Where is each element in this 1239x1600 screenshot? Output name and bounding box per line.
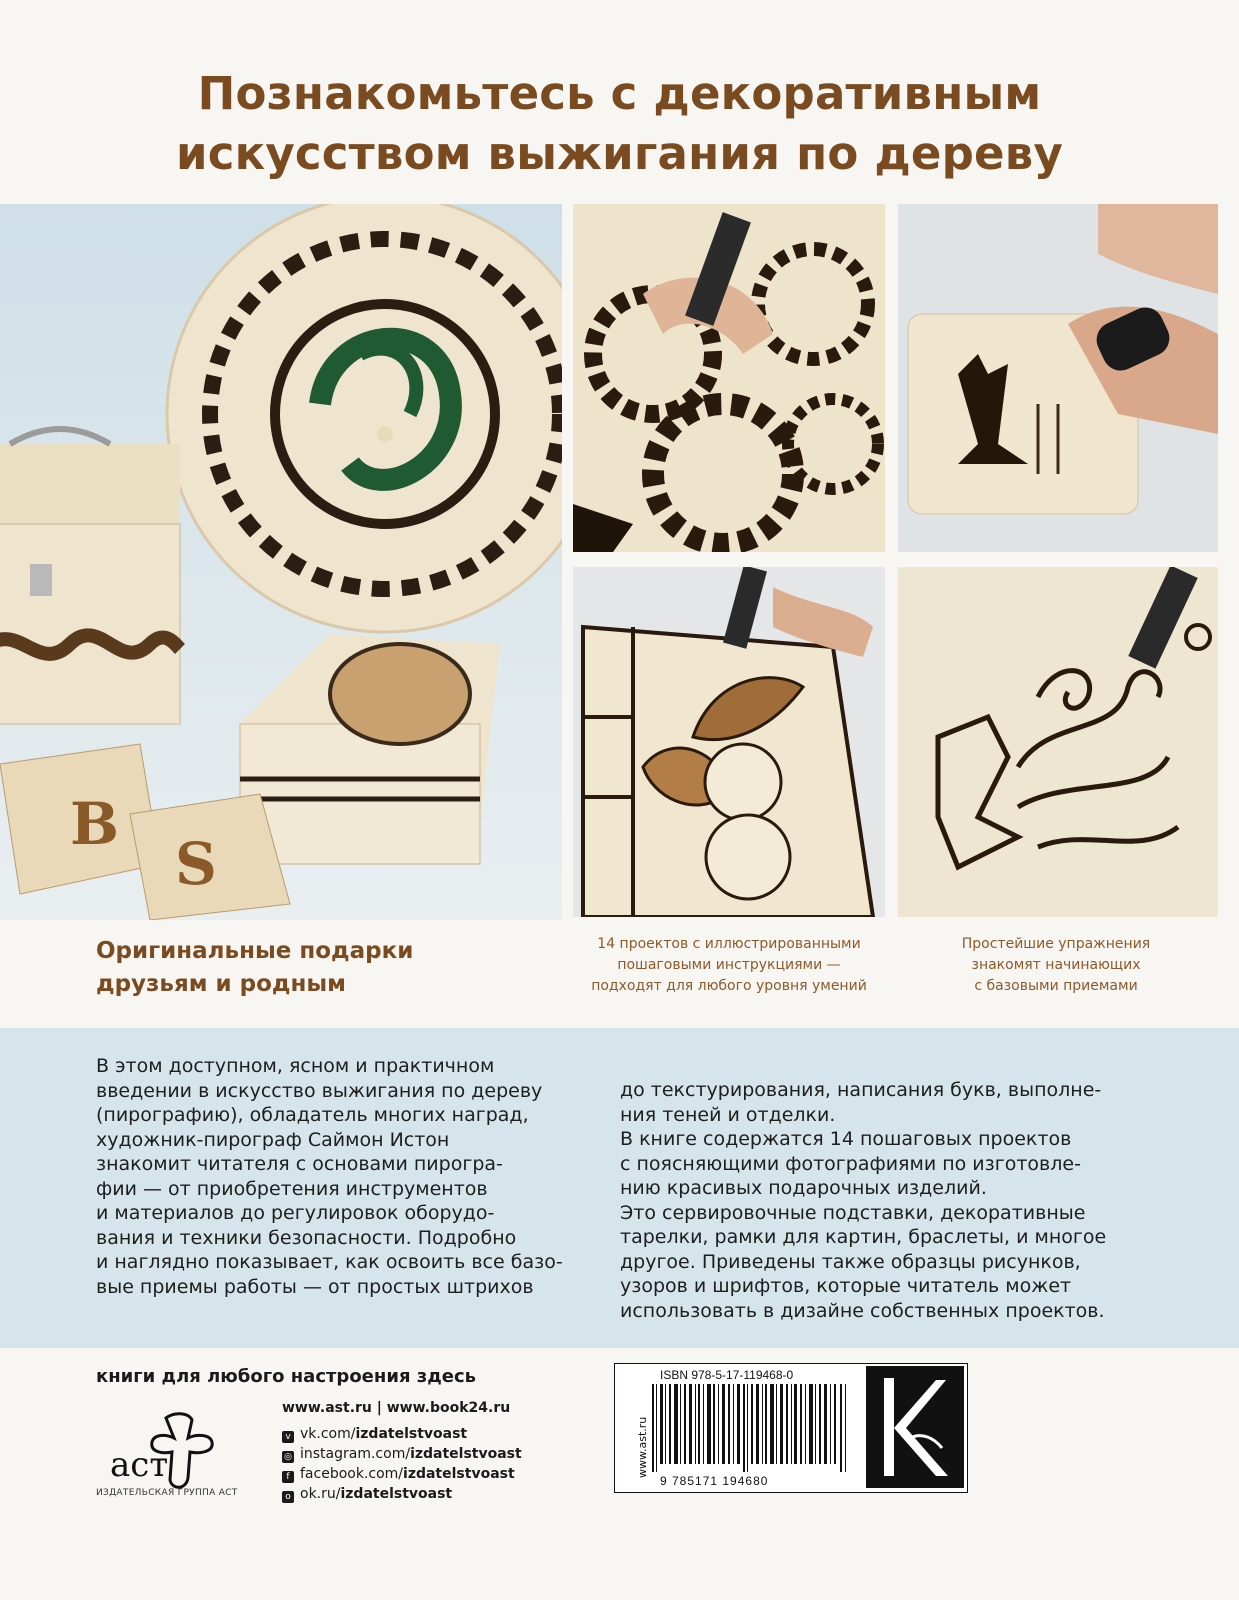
- description-line: введении в искусство выжигания по дереву: [96, 1079, 543, 1102]
- description-right-column: [620, 1078, 1106, 1323]
- ok-icon: o: [282, 1491, 294, 1503]
- description-line: до текстурирования, написания букв, выполне-: [620, 1079, 1102, 1101]
- social-prefix: facebook.com/: [300, 1466, 404, 1482]
- description-line: другое. Приведены также образцы рисунков,: [620, 1250, 1081, 1273]
- description-line: В этом доступном, ясном и практичном: [96, 1055, 495, 1077]
- description-line: вания и техники безопасности. Подробно: [96, 1226, 517, 1249]
- svg-text:B: B: [70, 790, 120, 858]
- social-facebook[interactable]: [282, 1466, 515, 1483]
- instagram-icon: ◎: [282, 1451, 294, 1463]
- caption-projects-line: 14 проектов с иллюстрированными: [597, 936, 861, 952]
- description-line: узоров и шрифтов, которые читатель может: [620, 1275, 1072, 1297]
- description-line: вые приемы работы — от простых штрихов: [96, 1275, 534, 1298]
- caption-exercises-line: Простейшие упражнения: [961, 936, 1151, 952]
- description-line: и материалов до регулировок оборудо-: [96, 1202, 495, 1224]
- headline: [0, 64, 1239, 184]
- description-line: и наглядно показывает, как освоить все базо-: [96, 1251, 563, 1273]
- barcode-icon: [652, 1384, 852, 1472]
- footer-sites[interactable]: www.ast.ru | www.book24.ru: [282, 1400, 511, 1416]
- caption-projects-line: пошаговыми инструкциями —: [617, 957, 841, 973]
- caption-projects: [563, 934, 895, 997]
- social-handle: izdatelstvoast: [403, 1466, 515, 1482]
- caption-projects-line: подходят для любого уровня умений: [591, 978, 867, 994]
- description-line: знакомит читателя с основами пирогра-: [96, 1153, 503, 1175]
- isbn-text: ISBN 978-5-17-119468-0: [660, 1368, 794, 1382]
- footer-tagline: книги для любого настроения здесь: [96, 1366, 477, 1387]
- description-line: с поясняющими фотографиями по изготовле-: [620, 1152, 1081, 1175]
- description-line: тарелки, рамки для картин, браслеты, и многое: [620, 1226, 1107, 1248]
- headline-line-1: Познакомьтесь с декоративным: [197, 67, 1042, 120]
- caption-gifts-line-1: Оригинальные подарки: [96, 938, 414, 964]
- social-instagram[interactable]: [282, 1446, 522, 1463]
- facebook-icon: f: [282, 1471, 294, 1483]
- social-prefix: instagram.com/: [300, 1446, 411, 1462]
- ean-number: 9 785171 194680: [660, 1474, 769, 1488]
- description-line: Это сервировочные подставки, декоративные: [620, 1201, 1086, 1224]
- ast-logo-text: аст: [110, 1445, 169, 1485]
- caption-exercises-line: знакомят начинающих: [971, 957, 1141, 973]
- caption-gifts-line-2: друзьям и родным: [96, 971, 346, 997]
- photo-gears: [573, 204, 885, 552]
- social-handle: izdatelstvoast: [410, 1446, 522, 1462]
- svg-text:S: S: [175, 830, 217, 898]
- caption-gifts: [96, 935, 413, 1001]
- publisher-name: ИЗДАТЕЛЬСКАЯ ГРУППА АСТ: [96, 1488, 238, 1498]
- headline-line-2: искусством выжигания по дереву: [176, 127, 1063, 180]
- photo-waves: [898, 567, 1218, 917]
- social-prefix: vk.com/: [300, 1426, 356, 1442]
- social-vk[interactable]: [282, 1426, 467, 1443]
- social-prefix: ok.ru/: [300, 1486, 341, 1502]
- photo-chess: [898, 204, 1218, 552]
- photo-stained-glass: [573, 567, 885, 917]
- social-handle: izdatelstvoast: [355, 1426, 468, 1442]
- k-logo-icon: [866, 1366, 964, 1488]
- social-ok[interactable]: [282, 1486, 452, 1503]
- caption-exercises: [906, 934, 1206, 997]
- description-line: (пирографию), обладатель многих наград,: [96, 1104, 529, 1126]
- description-left-column: [96, 1054, 563, 1299]
- vertical-site: www.ast.ru: [636, 1416, 649, 1478]
- main-photo-gifts: [0, 204, 562, 920]
- description-line: художник-пирограф Саймон Истон: [96, 1128, 450, 1151]
- social-handle: izdatelstvoast: [340, 1486, 453, 1502]
- caption-exercises-line: с базовыми приемами: [974, 978, 1138, 994]
- description-line: ния теней и отделки.: [620, 1103, 836, 1126]
- description-line: фии — от приобретения инструментов: [96, 1177, 488, 1200]
- description-line: В книге содержатся 14 пошаговых проектов: [620, 1128, 1072, 1150]
- vk-icon: v: [282, 1431, 294, 1443]
- description-line: нию красивых подарочных изделий.: [620, 1177, 987, 1199]
- description-line: использовать в дизайне собственных проектов.: [620, 1299, 1105, 1322]
